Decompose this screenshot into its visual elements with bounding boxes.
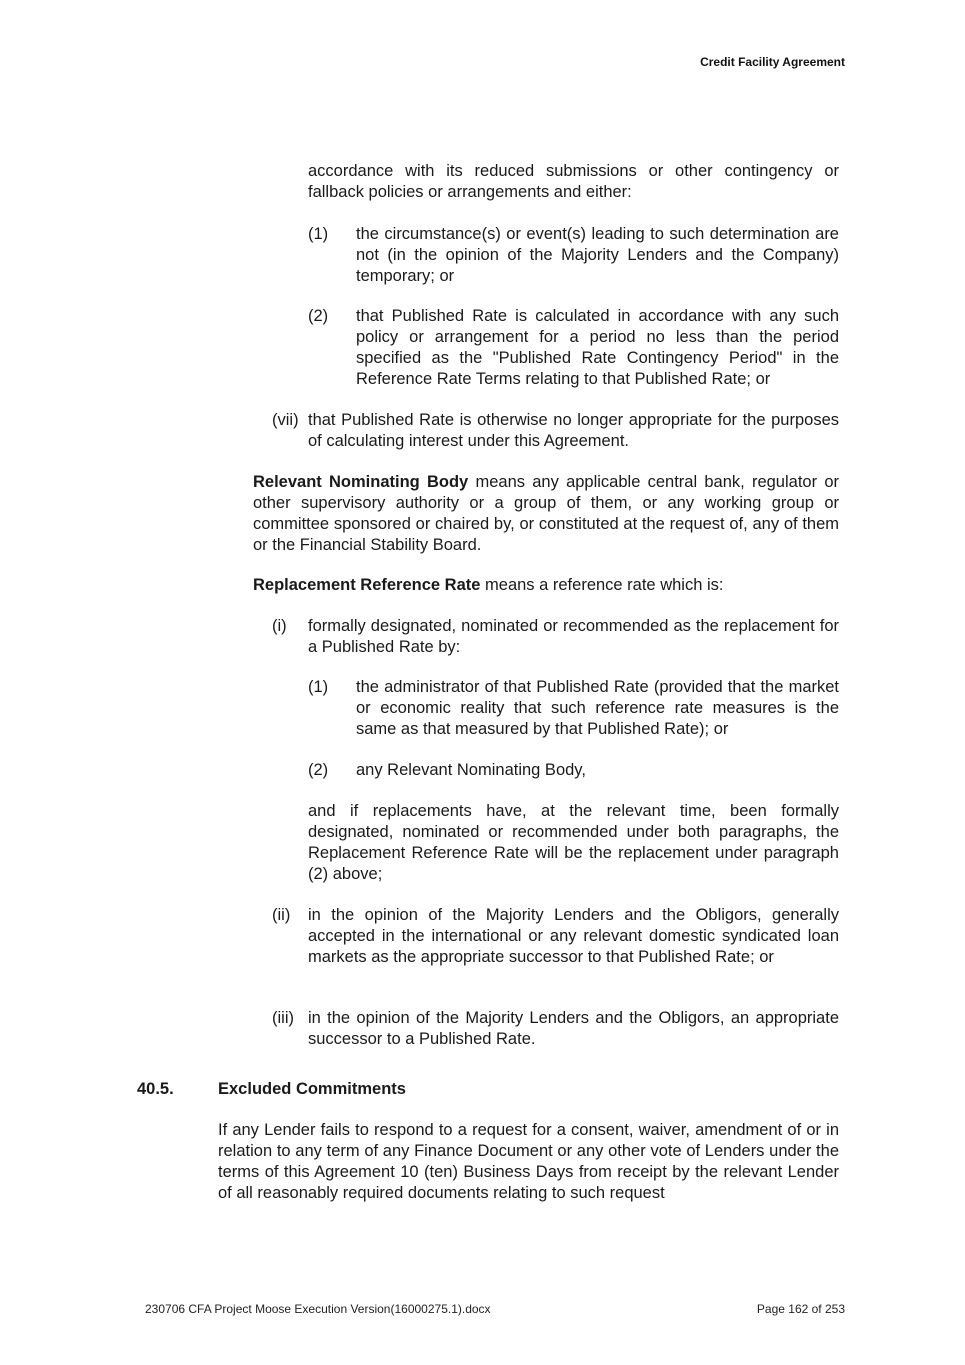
item-i-number: (i) xyxy=(272,617,287,635)
sub-item-number: (1) xyxy=(308,225,329,243)
sub-item-number: (1) xyxy=(308,678,329,696)
sub-item-number: (2) xyxy=(308,307,329,325)
sub-item-text: the administrator of that Published Rate (provided that the market or economic reality that such reference rate measures is the same as that measured by that Published Rate); or xyxy=(356,678,839,738)
continuation-text: accordance with its reduced submissions or other contingency or fallback policies or arrangements and either: xyxy=(308,162,839,201)
item-iii-text: in the opinion of the Majority Lenders and the Obligors, an appropriate successor to a Published Rate. xyxy=(308,1009,839,1048)
item-i-tail: and if replacements have, at the relevant time, been formally designated, nominated or recommended under both paragraphs, the Replacement Reference Rate will be the replacement under paragraph (2) above; xyxy=(308,802,839,883)
continuation-paragraph xyxy=(308,161,839,203)
defined-term: Replacement Reference Rate xyxy=(253,576,481,594)
item-i-text: formally designated, nominated or recommended as the replacement for a Published Rate by: xyxy=(308,617,839,656)
footer-page-number: Page 162 of 253 xyxy=(756,1302,845,1316)
item-ii-number: (ii) xyxy=(272,906,291,924)
sub-item-number: (2) xyxy=(308,761,329,779)
definition-relevant-nominating-body: Relevant Nominating Body means any applicable central bank, regulator or other supervisory authority or a group of them, or any working group or committee sponsored or chaired by, or constituted at the request of, any of them or the Financial Stability Board. xyxy=(253,473,839,554)
sub-item-text: the circumstance(s) or event(s) leading to such determination are not (in the opinion of the Majority Lenders and the Company) temporary; or xyxy=(356,225,839,285)
item-vii-number: (vii) xyxy=(272,411,299,429)
defined-term: Relevant Nominating Body xyxy=(253,473,469,491)
sub-item-text: any Relevant Nominating Body, xyxy=(356,761,586,779)
section-title: Excluded Commitments xyxy=(218,1080,406,1098)
item-iii-number: (iii) xyxy=(272,1009,294,1027)
section-number: 40.5. xyxy=(137,1080,174,1098)
header-title: Credit Facility Agreement xyxy=(700,55,845,69)
section-body: If any Lender fails to respond to a request for a consent, waiver, amendment of or in relation to any term of any Finance Document or any other vote of Lenders under the terms of this Agreement 10 (ten) Business Days from receipt by the relevant Lender of all reasonably required documents relating to such request xyxy=(218,1121,839,1202)
item-ii-text: in the opinion of the Majority Lenders and the Obligors, generally accepted in the international or any relevant domestic syndicated loan markets as the appropriate successor to that Published Rate; or xyxy=(308,906,839,966)
sub-item-text: that Published Rate is calculated in accordance with any such policy or arrangement for a period no less than the period specified as the "Published Rate Contingency Period" in the Reference Rate Terms relating to that Published Rate; or xyxy=(356,307,839,388)
definition-replacement-reference-rate: Replacement Reference Rate means a reference rate which is: xyxy=(253,576,724,594)
footer-document-name: 230706 CFA Project Moose Execution Version(16000275.1).docx xyxy=(145,1302,491,1316)
item-vii-text: that Published Rate is otherwise no longer appropriate for the purposes of calculating interest under this Agreement. xyxy=(308,411,839,450)
